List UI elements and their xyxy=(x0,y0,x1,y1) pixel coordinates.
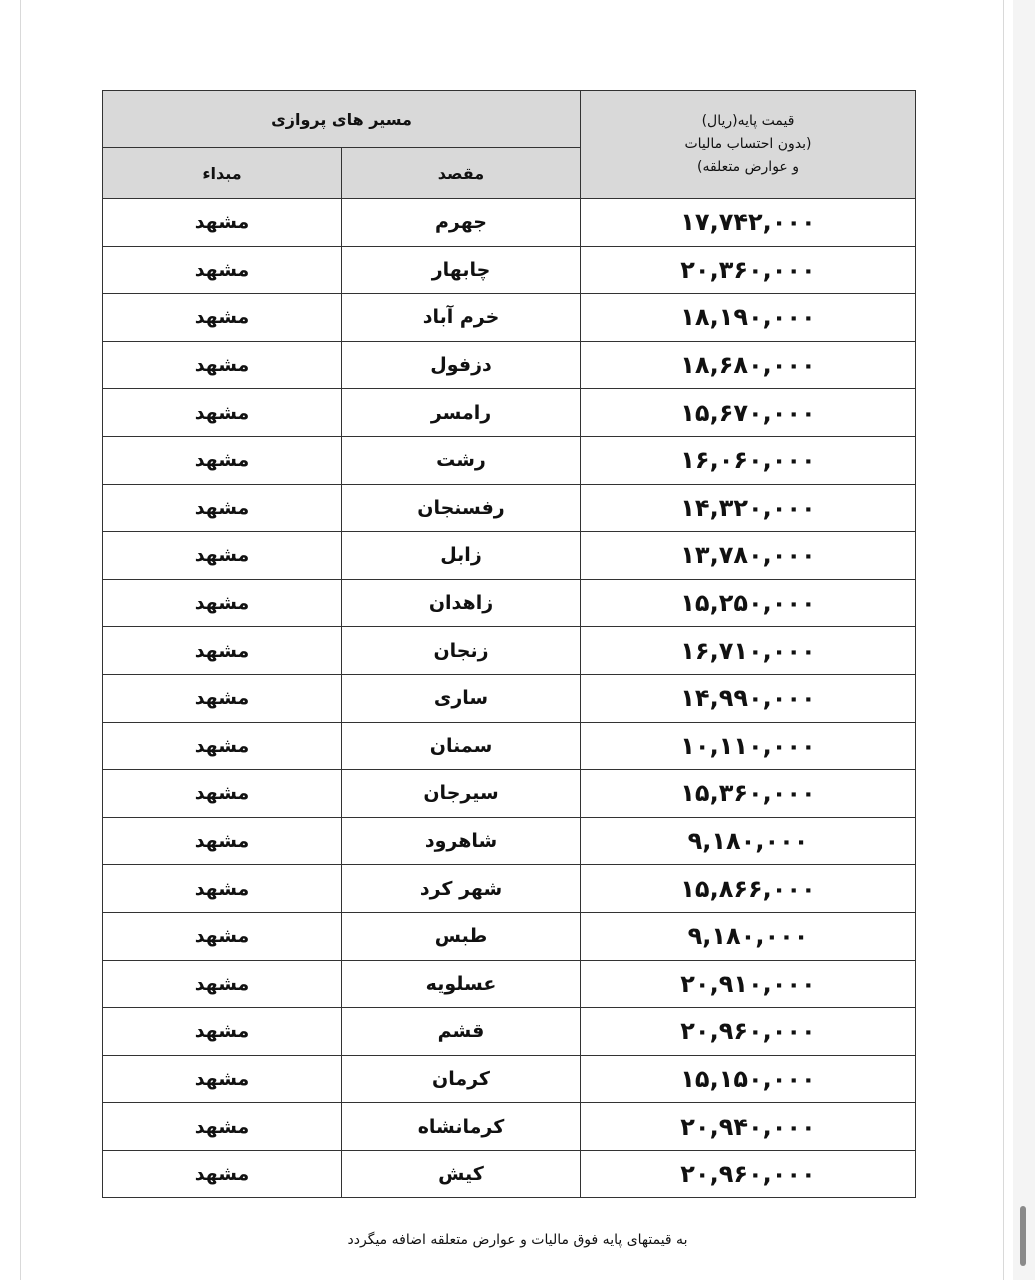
table-row xyxy=(103,865,916,913)
destination-cell: رامسر xyxy=(342,389,581,437)
origin-header: مبداء xyxy=(103,148,342,199)
origin-cell: مشهد xyxy=(103,532,342,580)
origin-cell: مشهد xyxy=(103,484,342,532)
origin-cell: مشهد xyxy=(103,674,342,722)
scrollbar-thumb[interactable] xyxy=(1020,1206,1026,1266)
origin-cell: مشهد xyxy=(103,960,342,1008)
scrollbar-track[interactable] xyxy=(1013,0,1035,1280)
page-right-edge xyxy=(1003,0,1004,1280)
price-cell: ۱۷,۷۴۲,۰۰۰ xyxy=(581,199,916,247)
origin-cell: مشهد xyxy=(103,1150,342,1198)
origin-cell: مشهد xyxy=(103,817,342,865)
table-row xyxy=(103,389,916,437)
destination-cell: شهر کرد xyxy=(342,865,581,913)
origin-cell: مشهد xyxy=(103,722,342,770)
base-price-header xyxy=(581,91,916,199)
price-cell: ۲۰,۹۱۰,۰۰۰ xyxy=(581,960,916,1008)
origin-cell: مشهد xyxy=(103,294,342,342)
destination-cell: کرمانشاه xyxy=(342,1103,581,1151)
origin-cell: مشهد xyxy=(103,341,342,389)
table-row xyxy=(103,674,916,722)
destination-cell: کیش xyxy=(342,1150,581,1198)
origin-cell: مشهد xyxy=(103,1103,342,1151)
price-cell: ۱۵,۲۵۰,۰۰۰ xyxy=(581,579,916,627)
price-cell: ۲۰,۹۴۰,۰۰۰ xyxy=(581,1103,916,1151)
origin-cell: مشهد xyxy=(103,865,342,913)
destination-cell: عسلویه xyxy=(342,960,581,1008)
destination-cell: سمنان xyxy=(342,722,581,770)
origin-cell: مشهد xyxy=(103,770,342,818)
table-row xyxy=(103,341,916,389)
table-row xyxy=(103,1150,916,1198)
origin-cell: مشهد xyxy=(103,199,342,247)
price-cell: ۱۵,۶۷۰,۰۰۰ xyxy=(581,389,916,437)
table-row xyxy=(103,246,916,294)
routes-header: مسیر های پروازی xyxy=(103,91,581,148)
price-table-body xyxy=(103,199,916,1198)
table-row xyxy=(103,294,916,342)
table-row xyxy=(103,817,916,865)
price-cell: ۱۵,۳۶۰,۰۰۰ xyxy=(581,770,916,818)
table-row xyxy=(103,722,916,770)
price-cell: ۲۰,۹۶۰,۰۰۰ xyxy=(581,1150,916,1198)
origin-cell: مشهد xyxy=(103,389,342,437)
price-cell: ۱۰,۱۱۰,۰۰۰ xyxy=(581,722,916,770)
destination-cell: خرم آباد xyxy=(342,294,581,342)
price-cell: ۱۸,۶۸۰,۰۰۰ xyxy=(581,341,916,389)
destination-cell: سیرجان xyxy=(342,770,581,818)
base-price-header-line3: و عوارض متعلقه) xyxy=(697,159,799,175)
origin-cell: مشهد xyxy=(103,1008,342,1056)
price-cell: ۹,۱۸۰,۰۰۰ xyxy=(581,912,916,960)
price-cell: ۱۶,۰۶۰,۰۰۰ xyxy=(581,436,916,484)
price-cell: ۱۴,۹۹۰,۰۰۰ xyxy=(581,674,916,722)
table-row xyxy=(103,1103,916,1151)
table-row xyxy=(103,436,916,484)
destination-cell: کرمان xyxy=(342,1055,581,1103)
origin-cell: مشهد xyxy=(103,1055,342,1103)
destination-cell: رشت xyxy=(342,436,581,484)
price-cell: ۱۳,۷۸۰,۰۰۰ xyxy=(581,532,916,580)
price-cell: ۱۴,۳۲۰,۰۰۰ xyxy=(581,484,916,532)
base-price-header-line2: (بدون احتساب مالیات xyxy=(684,136,812,152)
table-row xyxy=(103,912,916,960)
destination-cell: ساری xyxy=(342,674,581,722)
footnote xyxy=(0,1232,1035,1248)
price-cell: ۲۰,۹۶۰,۰۰۰ xyxy=(581,1008,916,1056)
flight-price-table xyxy=(102,90,916,1198)
origin-cell: مشهد xyxy=(103,579,342,627)
base-price-header-line1: قیمت پایه(ریال) xyxy=(701,113,795,129)
destination-cell: رفسنجان xyxy=(342,484,581,532)
destination-cell: قشم xyxy=(342,1008,581,1056)
origin-cell: مشهد xyxy=(103,627,342,675)
table-row xyxy=(103,770,916,818)
origin-cell: مشهد xyxy=(103,912,342,960)
table-row xyxy=(103,484,916,532)
price-cell: ۲۰,۳۶۰,۰۰۰ xyxy=(581,246,916,294)
table-row xyxy=(103,627,916,675)
destination-cell: شاهرود xyxy=(342,817,581,865)
table-row xyxy=(103,1055,916,1103)
destination-cell: دزفول xyxy=(342,341,581,389)
table-row xyxy=(103,960,916,1008)
table-row xyxy=(103,579,916,627)
price-cell: ۱۵,۸۶۶,۰۰۰ xyxy=(581,865,916,913)
price-cell: ۹,۱۸۰,۰۰۰ xyxy=(581,817,916,865)
destination-header: مقصد xyxy=(342,148,581,199)
origin-cell: مشهد xyxy=(103,246,342,294)
destination-cell: زابل xyxy=(342,532,581,580)
destination-cell: چابهار xyxy=(342,246,581,294)
page-left-edge xyxy=(20,0,21,1280)
table-row xyxy=(103,1008,916,1056)
price-cell: ۱۸,۱۹۰,۰۰۰ xyxy=(581,294,916,342)
destination-cell: زاهدان xyxy=(342,579,581,627)
destination-cell: جهرم xyxy=(342,199,581,247)
origin-cell: مشهد xyxy=(103,436,342,484)
price-cell: ۱۵,۱۵۰,۰۰۰ xyxy=(581,1055,916,1103)
table-row xyxy=(103,532,916,580)
price-cell: ۱۶,۷۱۰,۰۰۰ xyxy=(581,627,916,675)
destination-cell: زنجان xyxy=(342,627,581,675)
table-row xyxy=(103,199,916,247)
destination-cell: طبس xyxy=(342,912,581,960)
footnote-text: به قیمتهای پایه فوق مالیات و عوارض متعلقه اضافه میگردد xyxy=(347,1232,688,1248)
